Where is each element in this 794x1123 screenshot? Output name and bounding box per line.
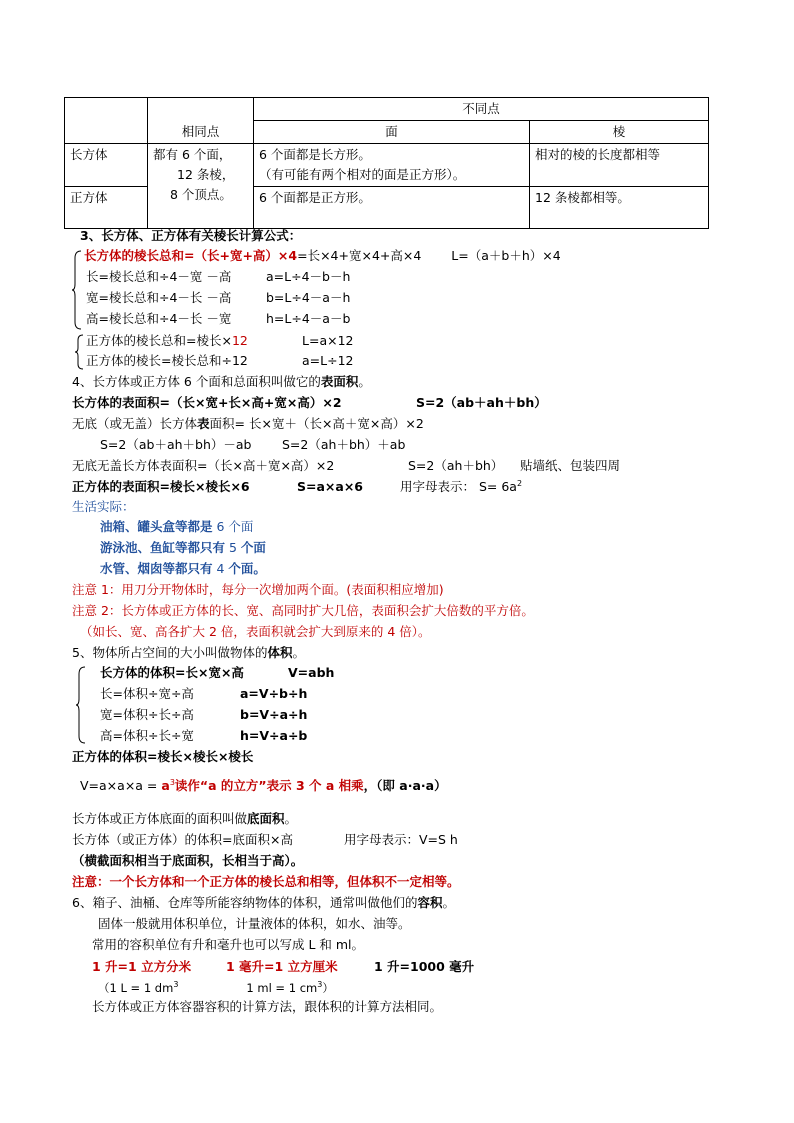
section6-title	[72, 894, 455, 912]
s4-line-5-c: 用字母表示： S= 6a	[400, 479, 517, 494]
s4-line-2-b: 表	[197, 416, 210, 431]
brace-s3b	[74, 334, 84, 370]
section5-title	[72, 644, 305, 662]
s6-unit-3: 1 升=1000 毫升	[374, 959, 475, 974]
s6-line-2: 常用的容积单位有升和毫升也可以写成 L 和 ml。	[92, 937, 365, 952]
s4-title-b: 表面积	[320, 374, 359, 389]
s5-note: 注意：一个长方体和一个正方体的棱长总和相等，但体积不一定相等。	[72, 874, 460, 889]
s4-line-4	[72, 457, 620, 475]
cube-edge-cell: 12 条棱都相等。	[530, 187, 709, 229]
s4-line-5-a: 正方体的表面积=棱长×棱长×6	[72, 479, 250, 494]
s6-title-b: 容积	[417, 895, 443, 910]
s3-line-4-b: h=L÷4－a－b	[266, 311, 351, 326]
s4-line-2-a: 无底（或无盖）长方体	[72, 416, 198, 431]
s5-line-4	[100, 727, 307, 745]
s5-title-c: 。	[292, 645, 305, 660]
same-line-3: 8 个顶点。	[170, 187, 232, 202]
s6-abbrev-1: （1 L = 1 dm	[98, 981, 174, 995]
s4-life-title: 生活实际：	[72, 499, 135, 514]
s4-life-2-b: 5	[225, 540, 241, 555]
row-cuboid-name: 长方体	[65, 144, 148, 187]
cube-face-cell: 6 个面都是正方形。	[254, 187, 530, 229]
header-diff: 不同点	[254, 98, 709, 121]
s6-abbrev-1-sup: 3	[173, 980, 179, 990]
section3-title: 3、长方体、正方体有关棱长计算公式：	[80, 228, 302, 243]
s6-line-3: 长方体或正方体容器容积的计算方法，跟体积的计算方法相同。	[92, 999, 443, 1014]
s3-line-2-a: 长=棱长总和÷4－宽 －高	[86, 269, 232, 284]
s4-line-4-a: 无底无盖长方体表面积=（长×高＋宽×高）×2	[72, 458, 335, 473]
s4-line-5	[72, 478, 522, 496]
s4-title-c: 。	[358, 374, 371, 389]
s5-line-7-c: 。	[284, 811, 298, 826]
s5-line-6-d: ，（即 a·a·a）	[363, 778, 447, 793]
s3-line-1-a: 长方体的棱长总和=（长+宽+高）×4	[84, 248, 298, 263]
s5-line-1-b: V=abh	[288, 665, 335, 680]
cuboid-face-line-2: （有可能有两个相对的面是正方形）。	[259, 167, 466, 182]
s5-line-7-a: 长方体或正方体底面的面积叫做	[72, 811, 248, 826]
s3-line-2-b: a=L÷4－b－h	[266, 269, 351, 284]
s3-line-1-c: L=（a＋b＋h）×4	[451, 248, 561, 263]
same-line-2: 12 条棱，	[177, 167, 235, 182]
s3-line-6	[86, 352, 353, 370]
s5-line-3	[100, 706, 307, 724]
s3-line-3	[86, 289, 350, 307]
s3-line-5-n: 12	[231, 333, 248, 348]
s3-line-5	[86, 332, 353, 350]
s4-line-3-a: S=2（ab＋ah＋bh）－ab	[100, 437, 252, 452]
s4-title-a: 4、长方体或正方体 6 个面和总面积叫做它的	[72, 374, 321, 389]
s5-line-8	[72, 831, 458, 849]
s3-line-4-a: 高=棱长总和÷4－长 －宽	[86, 311, 232, 326]
s4-life-3-c: 个面。	[228, 561, 266, 576]
s4-life-2-a: 游泳池、鱼缸等都只有	[100, 540, 226, 555]
s5-line-2-b: a=V÷b÷h	[240, 686, 308, 701]
s4-line-3	[100, 436, 405, 454]
s6-abbrev-2-sup: 3	[317, 980, 323, 990]
s5-line-6-a: V=a×a×a =	[80, 778, 162, 793]
s6-unit-1: 1 升=1 立方分米	[92, 959, 192, 974]
s3-line-2	[86, 268, 350, 286]
s5-line-2	[100, 685, 307, 703]
s6-title-c: 。	[442, 895, 455, 910]
s5-line-2-a: 长=体积÷宽÷高	[100, 686, 194, 701]
s4-line-5-b: S=a×a×6	[297, 479, 363, 494]
section4-title	[72, 373, 371, 391]
s5-line-3-b: b=V÷a÷h	[240, 707, 308, 722]
s3-line-5-a: 正方体的棱长总和=棱长×	[86, 333, 232, 348]
cuboid-face-line-1: 6 个面都是长方形。	[259, 147, 371, 162]
s4-life-1	[100, 518, 253, 536]
brace-s3a	[72, 250, 82, 330]
s6-abbrev-2: 1 ml = 1 cm	[246, 981, 318, 995]
s3-line-6-a: 正方体的棱长=棱长总和÷12	[86, 353, 248, 368]
s4-line-2	[72, 415, 424, 433]
s5-title-b: 体积	[267, 645, 293, 660]
s4-life-3-a: 水管、烟囱等都只有	[100, 561, 213, 576]
s3-line-1-b: =长×4+宽×4+高×4	[297, 248, 422, 263]
s6-units	[92, 958, 474, 976]
s4-life-3-b: 4	[212, 561, 229, 576]
row-cube-name: 正方体	[65, 187, 148, 229]
s4-life-2	[100, 539, 266, 557]
comparison-table	[64, 97, 709, 229]
s4-line-1-a: 长方体的表面积=（长×宽+长×高+宽×高）×2	[72, 395, 342, 410]
s4-note-2b: （如长、宽、高各扩大 2 倍，表面积就会扩大到原来的 4 倍）。	[80, 624, 431, 639]
s4-line-1	[72, 394, 547, 412]
table-corner-cell	[65, 98, 148, 144]
s4-life-2-c: 个面	[240, 540, 266, 555]
s5-line-4-b: h=V÷a÷b	[240, 728, 308, 743]
brace-s5	[76, 666, 86, 744]
s4-line-2-c: 面积= 长×宽＋（长×高＋宽×高）×2	[209, 416, 424, 431]
s5-line-7-b: 底面积	[247, 811, 285, 826]
s5-line-8-b: 用字母表示：V=S h	[344, 832, 458, 847]
s3-line-1	[84, 247, 561, 265]
same-points-cell	[148, 144, 254, 229]
s4-life-1-b: 6 个面	[212, 519, 254, 534]
s3-line-5-b: L=a×12	[302, 333, 354, 348]
s4-note-2: 注意 2：长方体或正方体的长、宽、高同时扩大几倍，表面积会扩大倍数的平方倍。	[72, 603, 534, 618]
s4-note-1: 注意 1：用刀分开物体时，每分一次增加两个面。(表面积相应增加)	[72, 582, 444, 597]
s3-line-3-b: b=L÷4－a－h	[266, 290, 351, 305]
s5-line-8-a: 长方体（或正方体）的体积=底面积×高	[72, 832, 293, 847]
s5-line-9: （横截面积相当于底面积，长相当于高）。	[72, 853, 304, 868]
s3-line-3-a: 宽=棱长总和÷4－长 －高	[86, 290, 232, 305]
s5-line-3-a: 宽=体积÷长÷高	[100, 707, 194, 722]
s4-line-3-b: S=2（ah＋bh）＋ab	[282, 437, 406, 452]
same-line-1: 都有 6 个面，	[153, 147, 232, 162]
header-face: 面	[254, 121, 530, 144]
s5-line-6-sup: 3	[169, 777, 175, 787]
s4-line-1-b: S=2（ab＋ah＋bh）	[416, 395, 547, 410]
cuboid-face-cell	[254, 144, 530, 187]
s6-line-1: 固体一般就用体积单位，计量液体的体积，如水、油等。	[98, 916, 411, 931]
s4-line-4-b: S=2（ah＋bh）	[408, 458, 504, 473]
s6-unit-2: 1 毫升=1 立方厘米	[226, 959, 338, 974]
s3-line-6-b: a=L÷12	[302, 353, 354, 368]
s5-line-5: 正方体的体积=棱长×棱长×棱长	[72, 749, 254, 764]
s5-line-1	[100, 664, 334, 682]
s4-line-4-c: 贴墙纸、包装四周	[520, 458, 621, 473]
s3-line-4	[86, 310, 350, 328]
s5-line-4-a: 高=体积÷长÷宽	[100, 728, 194, 743]
s5-line-6	[80, 777, 447, 795]
header-same: 相同点	[148, 98, 254, 144]
s5-line-7	[72, 810, 297, 828]
s6-abbrev	[98, 979, 334, 997]
s4-life-3	[100, 560, 266, 578]
s6-title-a: 6、箱子、油桶、仓库等所能容纳物体的体积，通常叫做他们的	[72, 895, 418, 910]
s4-line-5-sup: 2	[516, 478, 523, 488]
header-edge: 棱	[530, 121, 709, 144]
s5-line-1-a: 长方体的体积=长×宽×高	[100, 665, 244, 680]
s6-abbrev-3: ）	[322, 981, 334, 995]
s5-line-6-c: 读作“a 的立方”表示 3 个 a 相乘	[174, 778, 364, 793]
s5-title-a: 5、物体所占空间的大小叫做物体的	[72, 645, 268, 660]
s4-life-1-a: 油箱、罐头盒等都是	[100, 519, 213, 534]
cuboid-edge-cell: 相对的棱的长度都相等	[530, 144, 709, 187]
s5-line-6-b: a	[161, 778, 170, 793]
